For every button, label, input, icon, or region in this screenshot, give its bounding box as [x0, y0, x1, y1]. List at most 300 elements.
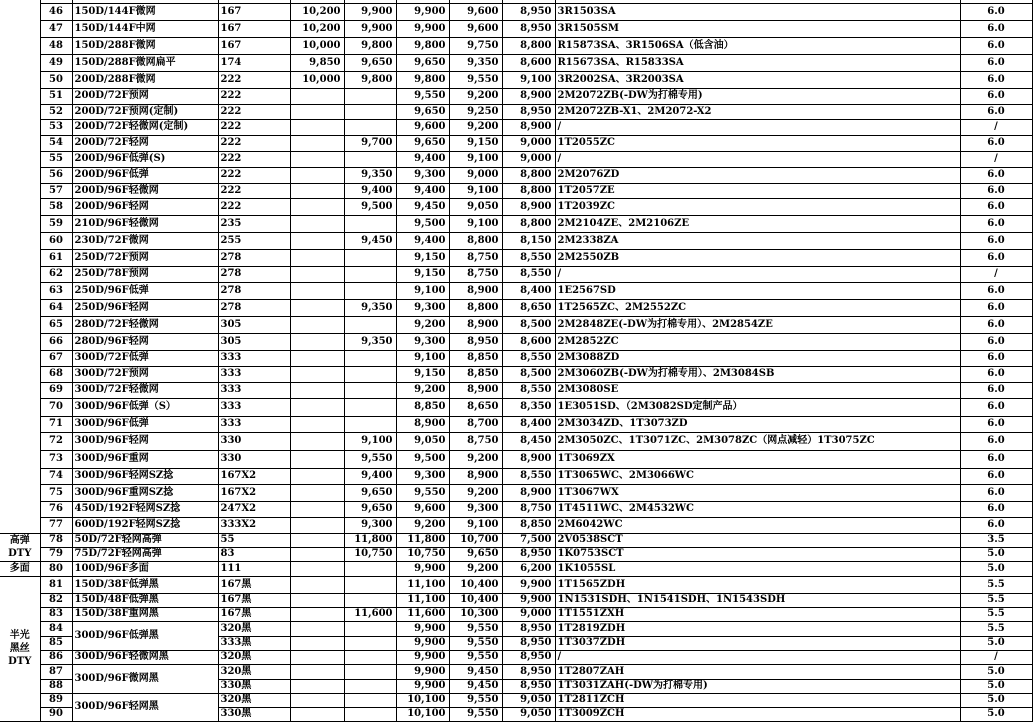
price-cell-4: 9,200: [449, 450, 502, 468]
price-cell-3: 10,100: [396, 707, 449, 721]
product-name: 200D/96F低弹: [72, 167, 218, 183]
row-number: 67: [40, 350, 72, 366]
price-cell-3: 11,100: [396, 576, 449, 593]
price-cell-3: 9,500: [396, 215, 449, 232]
product-name: 200D/72F轻网: [72, 135, 218, 151]
value-cell: 6.0: [960, 468, 1032, 484]
price-cell-2: [344, 593, 396, 607]
price-cell-4: 9,100: [449, 517, 502, 533]
price-cell-1: [290, 215, 344, 232]
value-cell: 6.0: [960, 432, 1032, 450]
value-cell: 6.0: [960, 282, 1032, 299]
table-row: [0, 533, 1032, 547]
price-cell-3: 11,100: [396, 593, 449, 607]
model-numbers: 2M3088ZD: [555, 350, 960, 366]
price-cell-4: 9,600: [449, 20, 502, 37]
row-number: 86: [40, 650, 72, 664]
value-cell: 6.0: [960, 104, 1032, 119]
price-cell-5: 8,400: [502, 282, 555, 299]
table-row: [0, 621, 1032, 636]
value-cell: 6.0: [960, 366, 1032, 382]
price-cell-5: 9,000: [502, 607, 555, 621]
model-numbers: 1T3009ZCH: [555, 707, 960, 721]
product-spec: 320黑: [218, 650, 290, 664]
model-numbers: 1N1531SDH、1N1541SDH、1N1543SDH: [555, 593, 960, 607]
price-cell-1: [290, 398, 344, 416]
price-cell-5: 9,900: [502, 576, 555, 593]
row-number: 55: [40, 151, 72, 167]
value-cell: /: [960, 151, 1032, 167]
category-label-line: 高弹: [9, 535, 30, 546]
price-cell-1: [290, 119, 344, 135]
model-numbers: 1T3069ZX: [555, 450, 960, 468]
price-cell-1: [290, 650, 344, 664]
price-cell-4: 9,200: [449, 561, 502, 576]
price-cell-1: [290, 484, 344, 501]
price-cell-4: 9,450: [449, 679, 502, 693]
price-cell-5: 8,900: [502, 484, 555, 501]
product-name: 300D/72F轻微网: [72, 382, 218, 398]
product-spec: 330: [218, 432, 290, 450]
model-numbers: 1T2057ZE: [555, 183, 960, 198]
product-spec: 320黑: [218, 664, 290, 679]
price-cell-3: 9,900: [396, 679, 449, 693]
row-number: 70: [40, 398, 72, 416]
price-cell-5: 8,550: [502, 350, 555, 366]
product-name: 200D/96F轻微网: [72, 183, 218, 198]
price-cell-1: [290, 88, 344, 104]
product-name: 300D/96F轻网黑: [72, 693, 218, 721]
model-numbers: 1E2567SD: [555, 282, 960, 299]
category-cell: [0, 3, 40, 533]
price-cell-2: [344, 119, 396, 135]
row-number: 68: [40, 366, 72, 382]
value-cell: 6.0: [960, 135, 1032, 151]
price-cell-4: 8,900: [449, 282, 502, 299]
table-row: [0, 650, 1032, 664]
row-number: 82: [40, 593, 72, 607]
product-name: 300D/96F重网: [72, 450, 218, 468]
price-cell-3: 9,200: [396, 517, 449, 533]
product-spec: 235: [218, 215, 290, 232]
table-row: [0, 333, 1032, 350]
price-cell-5: 8,900: [502, 450, 555, 468]
value-cell: 5.0: [960, 561, 1032, 576]
price-cell-4: 9,550: [449, 693, 502, 707]
price-cell-2: 9,350: [344, 299, 396, 316]
value-cell: 6.0: [960, 350, 1032, 366]
price-cell-2: [344, 249, 396, 266]
product-name: 300D/96F轻网: [72, 432, 218, 450]
category-label-line: DTY: [8, 548, 32, 559]
product-name: 250D/72F预网: [72, 249, 218, 266]
model-numbers: 1T2039ZC: [555, 198, 960, 215]
product-name: 75D/72F轻网高弹: [72, 547, 218, 561]
value-cell: 6.0: [960, 382, 1032, 398]
row-number: 47: [40, 20, 72, 37]
product-name: 250D/96F低弹: [72, 282, 218, 299]
model-numbers: 3R2002SA、3R2003SA: [555, 71, 960, 88]
price-cell-2: 11,600: [344, 607, 396, 621]
price-cell-5: 9,050: [502, 693, 555, 707]
value-cell: 6.0: [960, 215, 1032, 232]
table-row: [0, 88, 1032, 104]
table-row: [0, 282, 1032, 299]
price-cell-3: 9,900: [396, 3, 449, 20]
price-cell-2: [344, 679, 396, 693]
row-number: 50: [40, 71, 72, 88]
price-cell-4: 8,850: [449, 350, 502, 366]
table-row: [0, 151, 1032, 167]
product-name: 300D/96F低弹（S）: [72, 398, 218, 416]
value-cell: /: [960, 650, 1032, 664]
price-cell-1: [290, 547, 344, 561]
price-cell-4: 8,750: [449, 432, 502, 450]
price-cell-5: 8,850: [502, 517, 555, 533]
product-spec: 222: [218, 167, 290, 183]
price-cell-4: 9,150: [449, 135, 502, 151]
price-cell-3: 9,150: [396, 249, 449, 266]
product-spec: 333黑: [218, 636, 290, 650]
value-cell: 5.0: [960, 707, 1032, 721]
price-cell-2: [344, 664, 396, 679]
row-number: 58: [40, 198, 72, 215]
value-cell: 6.0: [960, 398, 1032, 416]
model-numbers: 2M2072ZB(-DW为打棉专用): [555, 88, 960, 104]
price-cell-5: 8,400: [502, 416, 555, 432]
price-cell-3: 9,300: [396, 333, 449, 350]
price-cell-3: 9,100: [396, 282, 449, 299]
value-cell: 6.0: [960, 316, 1032, 333]
price-cell-5: 8,950: [502, 20, 555, 37]
price-cell-3: 9,650: [396, 104, 449, 119]
price-cell-5: 8,550: [502, 382, 555, 398]
product-name: 450D/192F轻网SZ捻: [72, 501, 218, 517]
table-row: [0, 54, 1032, 71]
price-cell-4: 9,200: [449, 88, 502, 104]
model-numbers: 1T3067WX: [555, 484, 960, 501]
row-number: 46: [40, 3, 72, 20]
model-numbers: 1K1055SL: [555, 561, 960, 576]
row-number: 84: [40, 621, 72, 636]
price-cell-3: 8,850: [396, 398, 449, 416]
product-spec: 222: [218, 88, 290, 104]
price-cell-1: [290, 333, 344, 350]
product-name: 300D/96F重网SZ捻: [72, 484, 218, 501]
price-cell-1: [290, 561, 344, 576]
product-spec: 305: [218, 316, 290, 333]
product-name: 100D/96F多面: [72, 561, 218, 576]
price-cell-2: 9,400: [344, 468, 396, 484]
price-cell-2: 9,650: [344, 54, 396, 71]
price-cell-1: 10,200: [290, 20, 344, 37]
price-cell-2: [344, 693, 396, 707]
price-cell-1: [290, 316, 344, 333]
price-cell-2: 9,800: [344, 37, 396, 54]
price-cell-2: 9,900: [344, 20, 396, 37]
table-row: [0, 232, 1032, 249]
row-number: 89: [40, 693, 72, 707]
row-number: 52: [40, 104, 72, 119]
price-cell-4: 10,400: [449, 576, 502, 593]
product-name: 150D/38F低弹黑: [72, 576, 218, 593]
price-cell-5: 9,000: [502, 151, 555, 167]
table-row: [0, 517, 1032, 533]
price-cell-2: 9,800: [344, 71, 396, 88]
model-numbers: 2M2072ZB-X1、2M2072-X2: [555, 104, 960, 119]
row-number: 87: [40, 664, 72, 679]
price-cell-5: 8,950: [502, 636, 555, 650]
model-numbers: R15673SA、R15833SA: [555, 54, 960, 71]
model-numbers: 1K0753SCT: [555, 547, 960, 561]
product-name: 230D/72F微网: [72, 232, 218, 249]
row-number: 53: [40, 119, 72, 135]
model-numbers: 3R1503SA: [555, 3, 960, 20]
price-cell-2: [344, 350, 396, 366]
price-cell-2: 9,400: [344, 183, 396, 198]
price-cell-1: 10,200: [290, 3, 344, 20]
price-cell-4: 10,300: [449, 607, 502, 621]
price-cell-5: 8,350: [502, 398, 555, 416]
price-cell-2: 9,700: [344, 135, 396, 151]
price-cell-4: 9,750: [449, 37, 502, 54]
product-spec: 167: [218, 3, 290, 20]
table-row: [0, 416, 1032, 432]
value-cell: 5.5: [960, 621, 1032, 636]
table-row: [0, 3, 1032, 20]
price-cell-2: [344, 316, 396, 333]
product-spec: 167黑: [218, 593, 290, 607]
price-cell-3: 9,450: [396, 198, 449, 215]
row-number: 61: [40, 249, 72, 266]
table-row: [0, 501, 1032, 517]
price-cell-2: [344, 398, 396, 416]
table-row: [0, 593, 1032, 607]
product-spec: 255: [218, 232, 290, 249]
product-name: 200D/72F预网: [72, 88, 218, 104]
product-spec: 278: [218, 266, 290, 282]
product-name: 150D/48F低弹黑: [72, 593, 218, 607]
value-cell: 6.0: [960, 37, 1032, 54]
price-cell-4: 9,550: [449, 71, 502, 88]
value-cell: 5.0: [960, 679, 1032, 693]
price-cell-3: 9,650: [396, 54, 449, 71]
model-numbers: 2M3080SE: [555, 382, 960, 398]
row-number: 48: [40, 37, 72, 54]
product-spec: 247X2: [218, 501, 290, 517]
price-cell-5: 9,900: [502, 593, 555, 607]
product-name: 50D/72F轻网高弹: [72, 533, 218, 547]
price-cell-3: 9,300: [396, 167, 449, 183]
table-row: [0, 468, 1032, 484]
product-spec: 83: [218, 547, 290, 561]
price-cell-5: 8,950: [502, 104, 555, 119]
price-cell-5: 8,750: [502, 501, 555, 517]
product-spec: 222: [218, 71, 290, 88]
row-number: 49: [40, 54, 72, 71]
table-row: [0, 20, 1032, 37]
price-cell-2: [344, 266, 396, 282]
category-label-line: 半光: [9, 630, 30, 641]
product-spec: 330黑: [218, 679, 290, 693]
row-number: 79: [40, 547, 72, 561]
price-cell-2: 9,650: [344, 501, 396, 517]
model-numbers: /: [555, 650, 960, 664]
product-spec: 55: [218, 533, 290, 547]
price-cell-5: 8,500: [502, 366, 555, 382]
product-name: 200D/72F预网(定制): [72, 104, 218, 119]
price-cell-2: 9,300: [344, 517, 396, 533]
price-cell-2: 9,350: [344, 167, 396, 183]
price-cell-1: [290, 198, 344, 215]
value-cell: 6.0: [960, 450, 1032, 468]
category-cell: [0, 576, 40, 721]
product-name: 300D/96F轻网SZ捻: [72, 468, 218, 484]
product-spec: 167: [218, 37, 290, 54]
model-numbers: /: [555, 151, 960, 167]
price-cell-5: 8,950: [502, 679, 555, 693]
price-cell-1: [290, 249, 344, 266]
price-cell-3: 9,900: [396, 20, 449, 37]
price-cell-1: [290, 533, 344, 547]
row-number: 69: [40, 382, 72, 398]
price-cell-1: [290, 299, 344, 316]
row-number: 59: [40, 215, 72, 232]
value-cell: 5.5: [960, 593, 1032, 607]
model-numbers: 2M3050ZC、1T3071ZC、2M3078ZC（网点减轻）1T3075ZC: [555, 432, 960, 450]
table-row: [0, 266, 1032, 282]
row-number: 76: [40, 501, 72, 517]
value-cell: 5.0: [960, 636, 1032, 650]
model-numbers: 1T2565ZC、2M2552ZC: [555, 299, 960, 316]
price-cell-5: 8,800: [502, 167, 555, 183]
price-cell-2: [344, 366, 396, 382]
price-cell-2: [344, 621, 396, 636]
value-cell: 6.0: [960, 517, 1032, 533]
price-cell-4: 8,650: [449, 398, 502, 416]
price-cell-5: 8,550: [502, 266, 555, 282]
row-number: 51: [40, 88, 72, 104]
price-cell-5: 8,950: [502, 621, 555, 636]
price-cell-1: [290, 621, 344, 636]
price-cell-4: 9,650: [449, 547, 502, 561]
product-spec: 333: [218, 398, 290, 416]
value-cell: 6.0: [960, 88, 1032, 104]
model-numbers: 2M2550ZB: [555, 249, 960, 266]
category-label-line: DTY: [8, 656, 32, 667]
price-cell-5: 8,150: [502, 232, 555, 249]
product-spec: 333: [218, 382, 290, 398]
category-label-line: 黑丝: [9, 643, 30, 654]
price-cell-4: 9,550: [449, 650, 502, 664]
product-spec: 333: [218, 366, 290, 382]
price-cell-1: [290, 664, 344, 679]
price-cell-5: 8,600: [502, 333, 555, 350]
category-label-line: 多面: [9, 563, 30, 574]
row-number: 81: [40, 576, 72, 593]
product-spec: 167黑: [218, 576, 290, 593]
table-row: [0, 71, 1032, 88]
price-cell-3: 9,600: [396, 119, 449, 135]
price-cell-4: 8,900: [449, 316, 502, 333]
price-cell-3: 9,300: [396, 299, 449, 316]
product-name: 300D/72F预网: [72, 366, 218, 382]
price-cell-1: [290, 135, 344, 151]
price-cell-2: 9,100: [344, 432, 396, 450]
price-cell-1: [290, 366, 344, 382]
price-cell-1: [290, 693, 344, 707]
model-numbers: 2M2338ZA: [555, 232, 960, 249]
model-numbers: 2V0538SCT: [555, 533, 960, 547]
price-cell-1: [290, 607, 344, 621]
price-cell-2: 10,750: [344, 547, 396, 561]
price-cell-1: [290, 450, 344, 468]
product-name: 200D/72F轻微网(定制): [72, 119, 218, 135]
model-numbers: 1T3065WC、2M3066WC: [555, 468, 960, 484]
price-cell-1: [290, 501, 344, 517]
price-cell-1: 9,850: [290, 54, 344, 71]
product-spec: 222: [218, 119, 290, 135]
price-cell-3: 9,150: [396, 266, 449, 282]
value-cell: 6.0: [960, 299, 1032, 316]
product-spec: 278: [218, 282, 290, 299]
table-row: [0, 316, 1032, 333]
value-cell: /: [960, 266, 1032, 282]
value-cell: 5.0: [960, 664, 1032, 679]
price-cell-2: [344, 650, 396, 664]
price-cell-2: [344, 636, 396, 650]
price-cell-2: [344, 104, 396, 119]
price-cell-1: [290, 183, 344, 198]
model-numbers: 1T1551ZXH: [555, 607, 960, 621]
row-number: 57: [40, 183, 72, 198]
table-row: [0, 198, 1032, 215]
price-cell-3: 9,900: [396, 561, 449, 576]
row-number: 85: [40, 636, 72, 650]
product-spec: 333X2: [218, 517, 290, 533]
price-cell-2: 9,650: [344, 484, 396, 501]
value-cell: 5.5: [960, 607, 1032, 621]
product-name: 300D/72F低弹: [72, 350, 218, 366]
product-spec: 167X2: [218, 484, 290, 501]
price-cell-5: 9,000: [502, 135, 555, 151]
price-cell-5: 8,900: [502, 198, 555, 215]
price-cell-3: 9,900: [396, 650, 449, 664]
model-numbers: 1T2055ZC: [555, 135, 960, 151]
product-spec: 222: [218, 135, 290, 151]
price-cell-4: 10,700: [449, 533, 502, 547]
value-cell: 6.0: [960, 183, 1032, 198]
row-number: 80: [40, 561, 72, 576]
row-number: 56: [40, 167, 72, 183]
price-cell-1: [290, 167, 344, 183]
price-cell-1: [290, 282, 344, 299]
model-numbers: 2M2076ZD: [555, 167, 960, 183]
product-spec: 278: [218, 249, 290, 266]
table-row: [0, 350, 1032, 366]
price-cell-4: 9,600: [449, 3, 502, 20]
price-cell-3: 9,400: [396, 151, 449, 167]
price-cell-2: [344, 88, 396, 104]
price-cell-5: 7,500: [502, 533, 555, 547]
price-cell-3: 9,900: [396, 621, 449, 636]
category-cell: [0, 561, 40, 576]
product-name: 300D/96F轻微网黑: [72, 650, 218, 664]
price-cell-1: [290, 350, 344, 366]
price-cell-4: 9,200: [449, 484, 502, 501]
table-row: [0, 450, 1032, 468]
price-cell-5: 8,950: [502, 547, 555, 561]
